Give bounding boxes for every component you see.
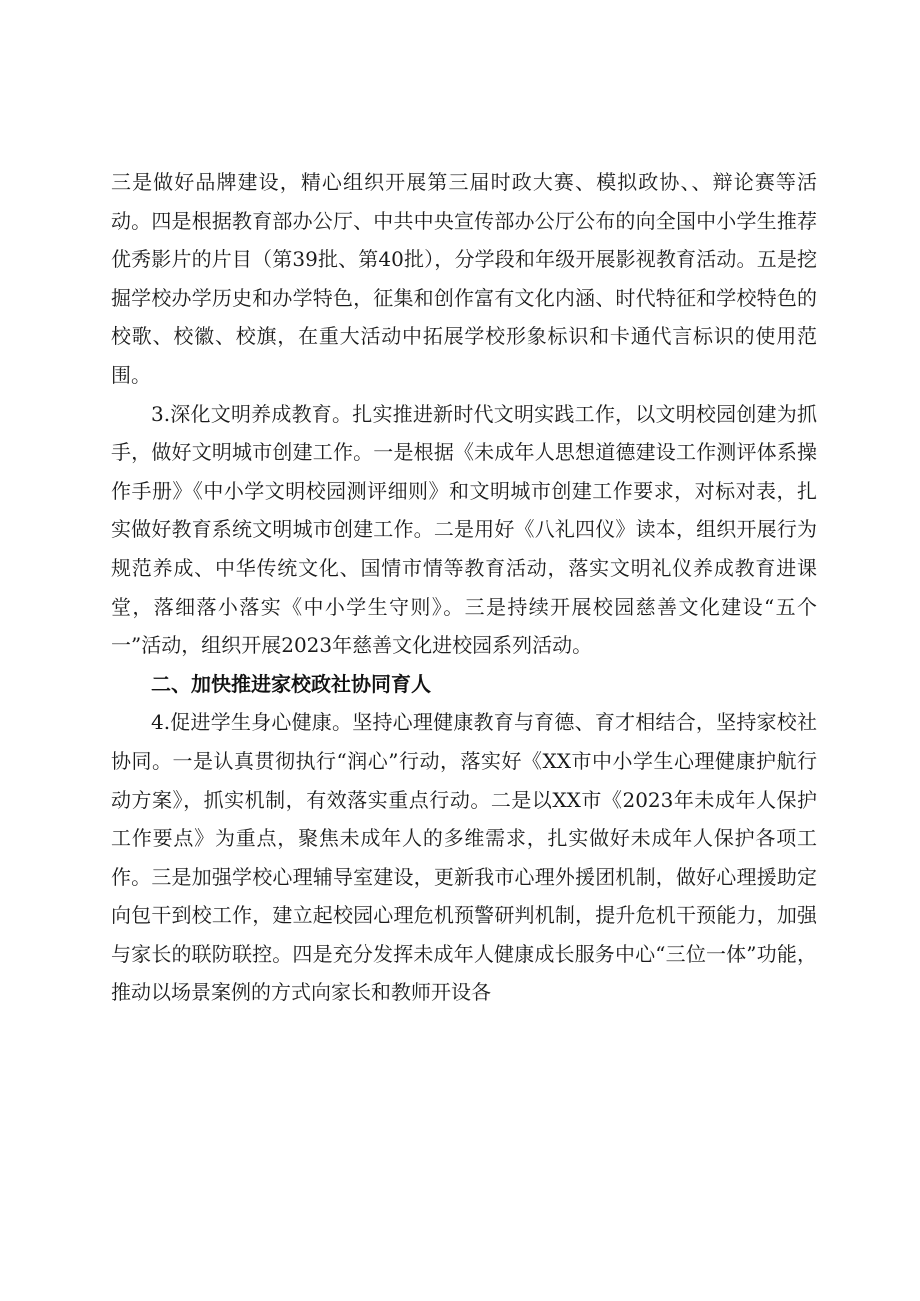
section-heading: 二、加快推进家校政社协同育人 <box>151 671 431 696</box>
document-body <box>111 163 817 1012</box>
paragraph-brand-building: 三是做好品牌建设，精心组织开展第三届时政大赛、模拟政协、、辩论赛等活动。四是根据教育部办公厅、中共中央宣传部办公厅公布的向全国中小学生推荐优秀影片的片目（第39批、第40批），分学段和年级开展影视教育活动。五是挖掘学校办学历史和办学特色，征集和创作富有文化内涵、时代特征和学校特色的校歌、校徽、校旗，在重大活动中拓展学校形象标识和卡通代言标识的使用范围。 <box>111 170 817 387</box>
paragraph-student-health: 4.促进学生身心健康。坚持心理健康教育与育德、育才相结合，坚持家校社协同。一是认真贯彻执行“润心”行动，落实好《XX市中小学生心理健康护航行动方案》，抓实机制，有效落实重点行动。二是以XX市《2023年未成年人保护工作要点》为重点，聚焦未成年人的多维需求，扎实做好未成年人保护各项工作。三是加强学校心理辅导室建设，更新我市心理外援团机制，做好心理援助定向包干到校工作，建立起校园心理危机预警研判机制，提升危机干预能力，加强与家长的联防联控。四是充分发挥未成年人健康成长服务中心“三位一体”功能，推动以场景案例的方式向家长和教师开设各 <box>111 710 817 1005</box>
paragraph-civility-education: 3.深化文明养成教育。扎实推进新时代文明实践工作，以文明校园创建为抓手，做好文明城市创建工作。一是根据《未成年人思想道德建设工作测评体系操作手册》《中小学文明校园测评细则》和文明城市创建工作要求，对标对表，扎实做好教育系统文明城市创建工作。二是用好《八礼四仪》读本，组织开展行为规范养成、中华传统文化、国情市情等教育活动，落实文明礼仪养成教育进课堂，落细落小落实《中小学生守则》。三是持续开展校园慈善文化建设“五个一”活动，组织开展2023年慈善文化进校园系列活动。 <box>111 401 817 658</box>
